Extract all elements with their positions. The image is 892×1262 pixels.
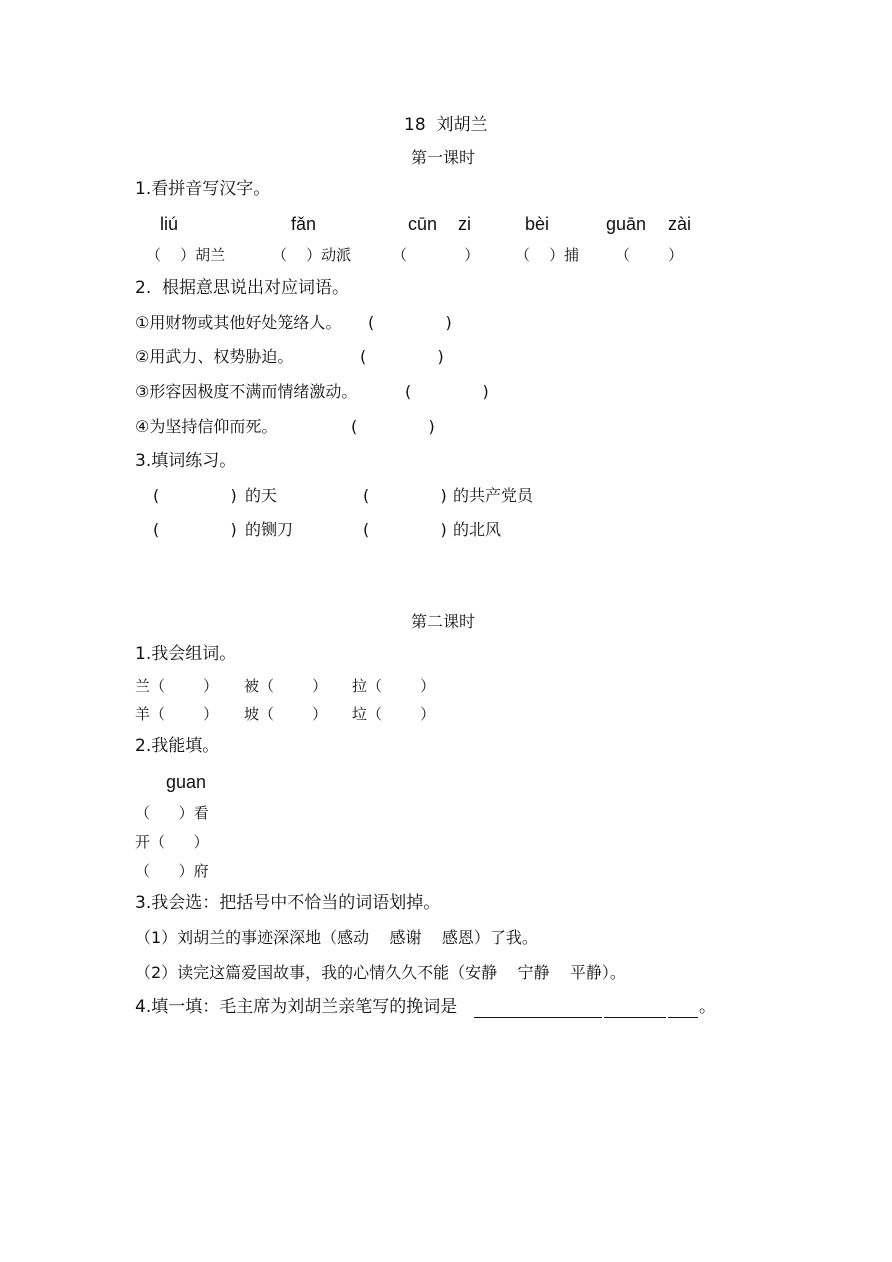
answer-line-3[interactable]	[668, 1017, 698, 1018]
fill-line-1[interactable]: （ ）看	[135, 804, 209, 822]
q2-title: 2. 根据意思说出对应词语。	[135, 278, 350, 298]
q3-item-4-paren[interactable]: ( )	[363, 520, 447, 539]
fill-line-3[interactable]: （ ）府	[135, 862, 209, 880]
q2-item-4: ④为坚持信仰而死。	[135, 417, 278, 436]
l2-q3-item-1: （1）刘胡兰的事迹深深地（感动 感谢 感恩）了我。	[135, 928, 538, 947]
q3-item-1-text: 的天	[245, 486, 278, 505]
zuci-yang[interactable]: 羊（ ）	[135, 705, 219, 723]
zuci-bei[interactable]: 被（ ）	[244, 677, 328, 695]
zuci-la[interactable]: 拉（ ）	[352, 677, 436, 695]
l2-q1-title: 1.我会组词。	[135, 644, 237, 664]
q3-item-4-text: 的北风	[453, 520, 502, 539]
q3-item-3-text: 的铡刀	[245, 520, 294, 539]
pinyin-fan: fǎn	[291, 214, 317, 234]
zuci-po[interactable]: 坡（ ）	[244, 705, 328, 723]
pinyin-liu: liú	[160, 214, 179, 234]
zuci-lan[interactable]: 兰（ ）	[135, 677, 219, 695]
blank-hulan[interactable]: （ ）胡兰	[146, 246, 226, 264]
q2-item-1-paren[interactable]: ( )	[368, 313, 452, 332]
answer-line-2[interactable]	[604, 1017, 666, 1018]
q2-item-1: ①用财物或其他好处笼络人。	[135, 313, 342, 332]
blank-cunzi[interactable]: （ ）	[392, 246, 480, 264]
q2-item-4-paren[interactable]: ( )	[351, 417, 435, 436]
fill-line-2[interactable]: 开（ ）	[135, 833, 209, 851]
l2-q3-item-2: （2）读完这篇爱国故事，我的心情久久不能（安静 宁静 平静）。	[135, 963, 626, 982]
q2-item-3-paren[interactable]: ( )	[405, 382, 489, 401]
q3-item-2-text: 的共产党员	[453, 486, 534, 505]
pinyin-zi: zi	[458, 214, 471, 234]
blank-dongpai[interactable]: （ ）动派	[272, 246, 352, 264]
l2-q4-text: 4.填一填：毛主席为刘胡兰亲笔写的挽词是	[135, 997, 458, 1017]
q3-title: 3.填词练习。	[135, 451, 237, 471]
l2-q4-end: 。	[699, 997, 716, 1017]
q2-item-2-paren[interactable]: ( )	[360, 347, 444, 366]
q3-item-3-paren[interactable]: ( )	[153, 520, 237, 539]
q3-item-1-paren[interactable]: ( )	[153, 486, 237, 505]
l2-q3-title: 3.我会选：把括号中不恰当的词语划掉。	[135, 893, 441, 913]
pinyin-guan2: guan	[166, 772, 207, 792]
zuci-la2[interactable]: 垃（ ）	[352, 705, 436, 723]
l2-q2-title: 2.我能填。	[135, 736, 220, 756]
pinyin-cun: cūn	[408, 214, 438, 234]
lesson1-heading: 第一课时	[411, 148, 476, 167]
page-title: 18 刘胡兰	[404, 115, 488, 135]
pinyin-zai: zài	[668, 214, 692, 234]
blank-guanzai[interactable]: （ ）	[615, 246, 684, 264]
q3-item-2-paren[interactable]: ( )	[363, 486, 447, 505]
q2-item-3: ③形容因极度不满而情绪激动。	[135, 382, 358, 401]
answer-line-1[interactable]	[474, 1017, 602, 1018]
blank-bu[interactable]: （ ）捕	[515, 246, 580, 264]
pinyin-guan: guān	[606, 214, 647, 234]
pinyin-bei: bèi	[525, 214, 550, 234]
q2-item-2: ②用武力、权势胁迫。	[135, 347, 294, 366]
lesson2-heading: 第二课时	[411, 612, 476, 631]
q1-title: 1.看拼音写汉字。	[135, 179, 271, 199]
